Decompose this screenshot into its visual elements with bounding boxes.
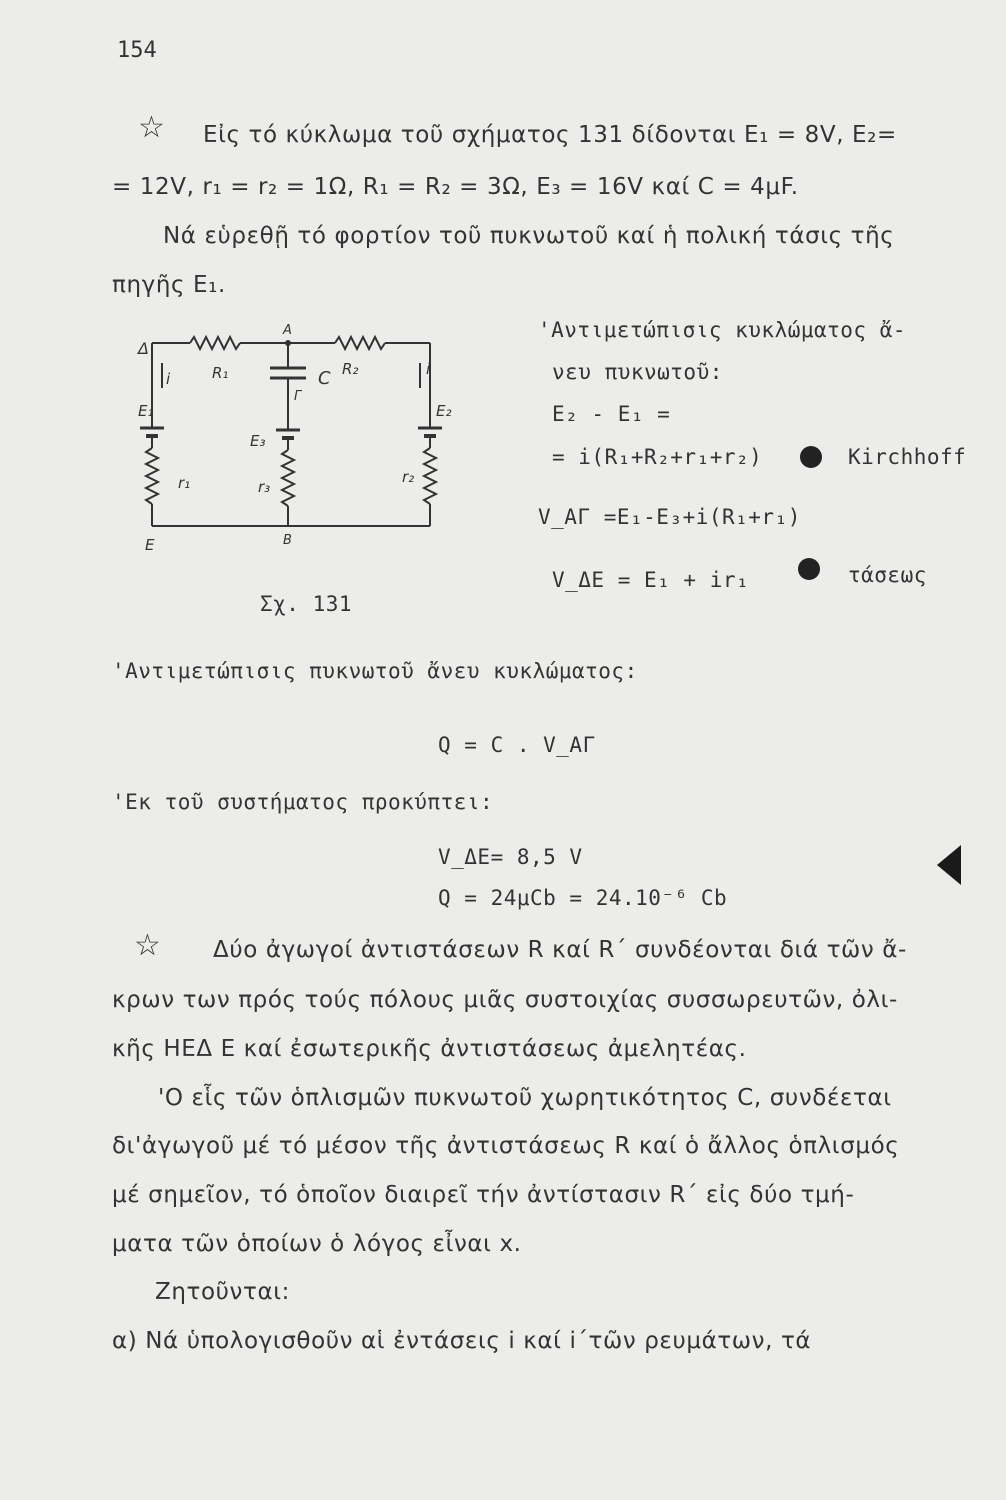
- bullet-icon: [798, 558, 820, 580]
- circuit-diagram: [130, 318, 470, 553]
- current-left-label: i: [166, 370, 171, 388]
- emf-e3-label: E₃: [250, 432, 266, 450]
- bullet-icon: [800, 446, 822, 468]
- asked-heading: Ζητοῦνται:: [155, 1279, 290, 1305]
- capacitor-c-label: C: [318, 368, 331, 389]
- internal-r1-label: r₁: [178, 474, 191, 492]
- problem2-line2: κρων των πρός τούς πόλους μιᾶς συστοιχίας συσσωρευτῶν, ὀλι-: [112, 987, 898, 1013]
- node-a-label: A: [283, 323, 292, 338]
- emf-e1-label: E₁: [138, 402, 154, 420]
- side-heading-1: 'Αντιμετώπισις κυκλώματος ἄ-: [538, 318, 907, 342]
- problem2-line4: 'Ο εἷς τῶν ὁπλισμῶν πυκνωτοῦ χωρητικότητος C, συνδέεται: [158, 1085, 892, 1111]
- internal-r3-label: r₃: [258, 478, 271, 496]
- problem2-line3: κῆς ΗΕΔ E καί ἐσωτερικῆς ἀντιστάσεως ἀμελητέας.: [112, 1036, 747, 1062]
- kirchhoff-note: Kirchhoff: [848, 445, 967, 469]
- internal-r2-label: r₂: [402, 468, 415, 486]
- equation-1a: E₂ - E₁ =: [552, 402, 671, 426]
- equation-1b: = i(R₁+R₂+r₁+r₂): [552, 445, 763, 469]
- problem2-line1: Δύο ἀγωγοί ἀντιστάσεων R καί R΄ συνδέονται διά τῶν ἄ-: [213, 937, 907, 963]
- node-e-label: E: [145, 536, 155, 553]
- problem1-line3: Νά εὑρεθῇ τό φορτίον τοῦ πυκνωτοῦ καί ἡ πολική τάσις τῆς: [163, 223, 895, 249]
- node-gamma-label: Γ: [294, 389, 302, 404]
- side-heading-2: νευ πυκνωτοῦ:: [552, 360, 723, 384]
- page-number: 154: [117, 38, 157, 63]
- problem1-line4: πηγῆς E₁.: [112, 272, 226, 298]
- star-icon: ☆: [134, 928, 161, 963]
- charge-equation: Q = C . V_AΓ: [438, 733, 596, 757]
- tension-note: τάσεως: [848, 563, 927, 587]
- resistor-r1-label: R₁: [212, 364, 229, 382]
- figure-caption: Σχ. 131: [260, 592, 353, 616]
- problem2-line6: μέ σημεῖον, τό ὁποῖον διαιρεῖ τήν ἀντίστασιν R΄ εἰς δύο τμή-: [112, 1182, 855, 1208]
- capacitor-heading: 'Αντιμετώπισις πυκνωτοῦ ἄνευ κυκλώματος:: [112, 659, 638, 683]
- result-charge: Q = 24μCb = 24.10⁻⁶ Cb: [438, 886, 728, 910]
- problem1-line2: = 12V, r₁ = r₂ = 1Ω, R₁ = R₂ = 3Ω, E₃ = 16V καί C = 4μF.: [112, 174, 799, 200]
- result-voltage: V_ΔE= 8,5 V: [438, 845, 583, 869]
- resistor-r2-label: R₂: [342, 360, 359, 378]
- star-icon: ☆: [138, 110, 165, 145]
- problem2-line7: ματα τῶν ὁποίων ὁ λόγος εἶναι x.: [112, 1231, 522, 1257]
- current-right-label: i: [426, 360, 431, 378]
- node-d-label: Δ: [138, 339, 149, 358]
- margin-arrow-icon: [937, 845, 961, 885]
- node-b-label: B: [283, 533, 292, 548]
- equation-3: V_ΔE = E₁ + ir₁: [552, 568, 750, 592]
- problem1-line1: Εἰς τό κύκλωμα τοῦ σχήματος 131 δίδονται E₁ = 8V, E₂=: [203, 122, 897, 148]
- problem2-line5: δι'ἀγωγοῦ μέ τό μέσον τῆς ἀντιστάσεως R καί ὁ ἄλλος ὁπλισμός: [112, 1133, 900, 1159]
- system-heading: 'Εκ τοῦ συστήματος προκύπτει:: [112, 790, 494, 814]
- item-a: α) Νά ὑπολογισθοῦν αἱ ἐντάσεις i καί i΄τῶν ρευμάτων, τά: [112, 1328, 812, 1354]
- emf-e2-label: E₂: [436, 402, 452, 420]
- equation-2: V_AΓ =E₁-E₃+i(R₁+r₁): [538, 505, 801, 529]
